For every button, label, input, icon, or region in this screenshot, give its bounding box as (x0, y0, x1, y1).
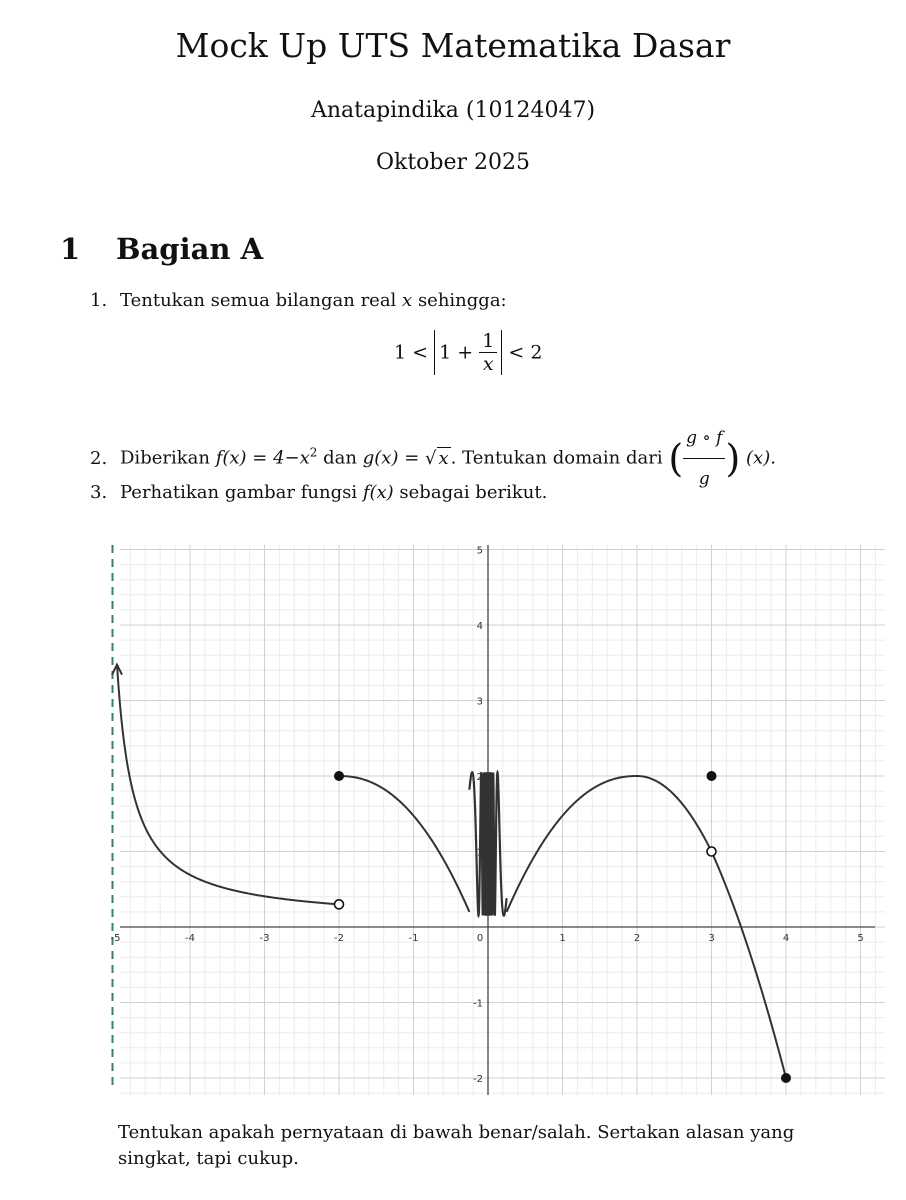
y-tick-label: 3 (476, 696, 483, 708)
y-tick-label: 2 (476, 772, 483, 783)
eq-frac-den: x (482, 353, 494, 375)
x-tick-label: -4 (185, 933, 195, 944)
composition-num: g ∘ f (683, 418, 725, 459)
x-tick-label: -2 (334, 933, 344, 944)
x-tick-label: -3 (259, 933, 270, 944)
x-tick-label: -1 (408, 933, 419, 944)
g-definition: g(x) = (362, 447, 420, 469)
question-1-number: 1. (90, 290, 108, 311)
eq-right: < 2 (508, 341, 543, 364)
question-1-equation (394, 330, 542, 375)
x-tick-label: -5 (110, 933, 121, 944)
section-number: 1 (60, 232, 81, 266)
document-title: Mock Up UTS Matematika Dasar (175, 26, 731, 65)
question-3-number: 3. (90, 482, 108, 503)
f-definition: f(x) = 4−x (215, 447, 310, 469)
composition-den: g (698, 469, 710, 489)
x-tick-label: 5 (857, 933, 864, 944)
filled-point (334, 771, 344, 781)
x-tick-label: 2 (633, 933, 641, 944)
graph-curves (112, 665, 786, 1078)
right-paren: ) (725, 436, 741, 481)
absolute-value (434, 330, 502, 375)
y-tick-label: 5 (476, 545, 483, 557)
graph-grid (120, 545, 885, 1095)
y-tick-label: -1 (473, 998, 483, 1010)
y-tick-label: 4 (476, 621, 483, 632)
instruction-paragraph: Tentukan apakah pernyataan di bawah benar/salah. Sertakan alasan yang singkat, tapi cukup. (118, 1122, 795, 1169)
question-3-fx: f(x) (362, 482, 394, 503)
question-3 (90, 482, 547, 503)
eq-fraction (479, 330, 497, 375)
eq-left: 1 < (394, 341, 429, 364)
question-3-text-after: sebagai berikut. (399, 482, 548, 503)
filled-point (781, 1073, 791, 1083)
question-3-text: Perhatikan gambar fungsi (120, 482, 358, 503)
question-2-t3: . Tentukan domain dari (450, 447, 663, 469)
open-point (335, 900, 344, 909)
question-1-text-after: sehingga: (417, 290, 507, 311)
question-2-t1: Diberikan (120, 447, 210, 469)
open-point (707, 847, 716, 856)
x-tick-label: 4 (782, 933, 790, 944)
curve-right-rise (507, 776, 637, 912)
f-exponent: 2 (309, 445, 318, 460)
question-2-number: 2. (90, 447, 108, 469)
question-2-t2: dan (323, 447, 358, 469)
left-paren: ( (668, 436, 684, 481)
y-tick-label: 1 (476, 847, 483, 859)
composition-arg: (x). (746, 447, 776, 469)
x-tick-label: 1 (559, 933, 566, 944)
x-tick-label: 3 (708, 933, 715, 944)
composition-fraction (683, 418, 725, 499)
section-heading (60, 232, 263, 266)
question-1 (90, 290, 507, 311)
sqrt-radicand: x (438, 447, 449, 469)
date-line: Oktober 2025 (375, 150, 531, 175)
function-graph (110, 540, 890, 1100)
curve-left-dip (339, 776, 469, 912)
oscillation-band (485, 772, 491, 915)
filled-point (707, 771, 717, 781)
eq-inner: 1 + (439, 341, 474, 364)
author-line: Anatapindika (10124047) (310, 98, 596, 123)
sqrt-symbol: √ x (425, 447, 449, 469)
y-tick-label: -2 (473, 1074, 483, 1085)
eq-frac-num: 1 (479, 330, 497, 353)
section-title: Bagian A (116, 232, 264, 266)
question-1-text: Tentukan semua bilangan real (120, 290, 397, 311)
x-tick-label: 0 (476, 933, 484, 944)
question-1-var: x (402, 290, 413, 311)
